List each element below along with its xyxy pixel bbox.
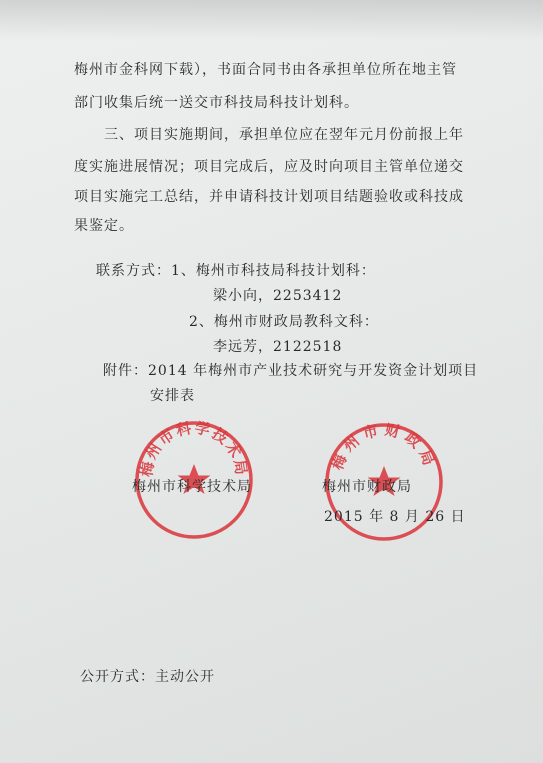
disclosure-note: 公开方式：主动公开 bbox=[80, 669, 215, 685]
contact-person-2: 李远芳，2122518 bbox=[213, 339, 343, 355]
attachment-line-2: 安排表 bbox=[150, 388, 195, 404]
contact-heading: 联系方式：1、梅州市科技局科技计划科： bbox=[96, 263, 376, 279]
body-line-6: 果鉴定。 bbox=[74, 218, 134, 234]
body-line-4: 度实施进展情况；项目完成后，应及时向项目主管单位递交 bbox=[74, 159, 464, 175]
body-line-2: 部门收集后统一送交市科技局科技计划科。 bbox=[74, 95, 359, 111]
body-line-5: 项目实施完工总结，并申请科技计划项目结题验收或科技成 bbox=[74, 189, 464, 205]
signature-date: 2015 年 8 月 26 日 bbox=[324, 509, 466, 525]
body-line-1: 梅州市金科网下载），书面合同书由各承担单位所在地主管 bbox=[74, 62, 457, 78]
signature-science-bureau: 梅州市科学技术局 bbox=[132, 479, 252, 495]
attachment-line-1: 附件：2014 年梅州市产业技术研究与开发资金计划项目 bbox=[103, 363, 479, 379]
svg-text:梅州市财政局 bbox=[328, 420, 440, 472]
signature-finance-bureau: 梅州市财政局 bbox=[322, 479, 412, 495]
left-seal-text: 梅州市科学技术局 bbox=[137, 418, 251, 478]
page-shadow bbox=[0, 0, 543, 40]
contact-unit-2: 2、梅州市财政局教科文科： bbox=[189, 314, 379, 330]
contact-person-1: 梁小向，2253412 bbox=[213, 288, 343, 304]
body-line-3: 三、项目实施期间，承担单位应在翌年元月份前报上年 bbox=[104, 127, 464, 143]
right-seal-text: 梅州市财政局 bbox=[328, 420, 440, 473]
